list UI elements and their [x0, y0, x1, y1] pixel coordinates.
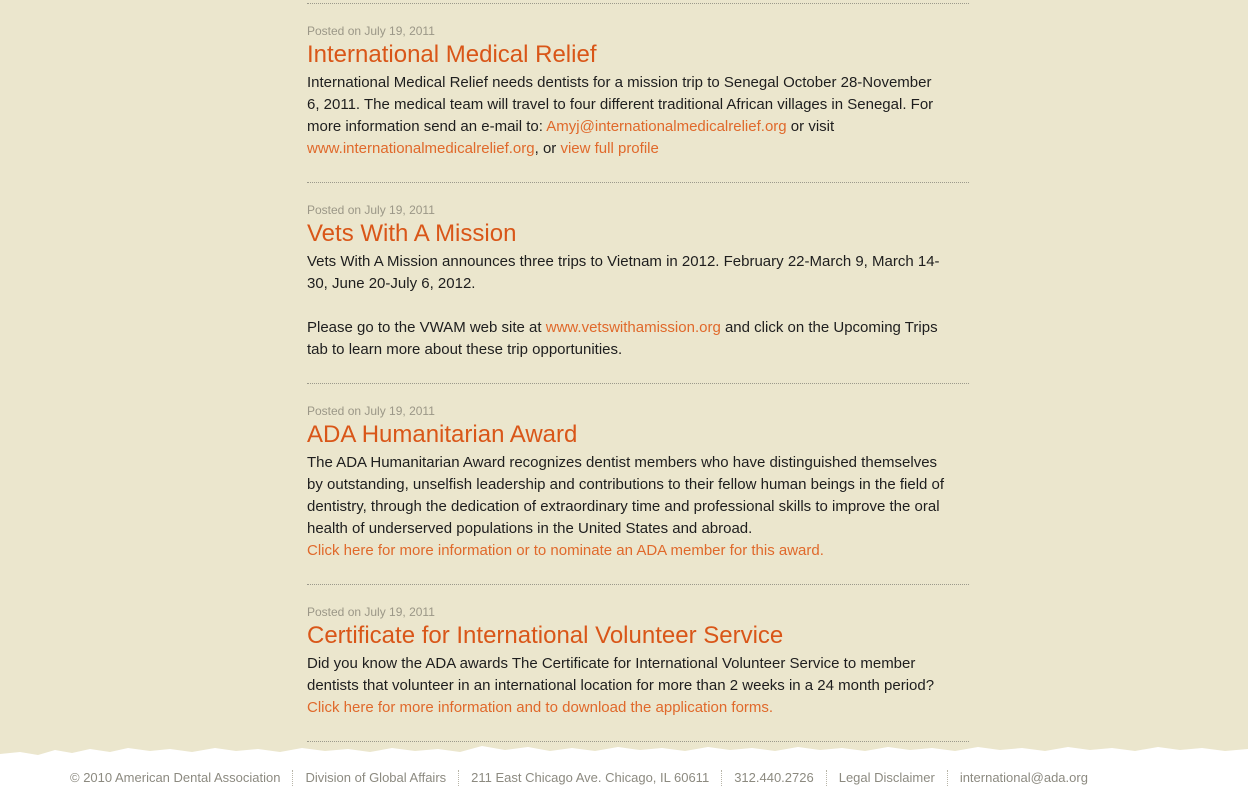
body-text: Please go to the VWAM web site at: [307, 319, 546, 336]
footer-legal-disclaimer-link[interactable]: Legal Disclaimer: [826, 770, 947, 786]
email-link[interactable]: Amyj@internationalmedicalrelief.org: [546, 118, 787, 135]
post-title[interactable]: Certificate for International Volunteer Service: [307, 622, 784, 649]
body-paragraph: Vets With A Mission announces three trips to Vietnam in 2012. February 22-March 9, March 14-30, June 20-July 6, 2012.: [307, 253, 940, 292]
post-body: [307, 452, 947, 562]
post-body: [307, 72, 947, 160]
post-title[interactable]: ADA Humanitarian Award: [307, 421, 578, 448]
post-title[interactable]: International Medical Relief: [307, 41, 597, 68]
footer-email-link[interactable]: international@ada.org: [947, 770, 1100, 786]
post-date: Posted on July 19, 2011: [307, 605, 435, 619]
footer-address: 211 East Chicago Ave. Chicago, IL 60611: [458, 770, 721, 786]
body-text: International Medical Relief needs dentists for a mission trip to Senegal October 28-November 6, 2011. The medical team will travel to four different traditional African villages in Senegal. For more information send an e-mail to:: [307, 74, 934, 135]
body-text: The ADA Humanitarian Award recognizes dentist members who have distinguished themselves by outstanding, unselfish leadership and contributions to their fellow human beings in the field of dentistry, through the dedication of extraordinary time and professional skills to improve the oral health of underserved populations in the United States and abroad.: [307, 454, 945, 537]
post-date: Posted on July 19, 2011: [307, 404, 435, 418]
footer-copyright: © 2010 American Dental Association: [70, 770, 281, 785]
news-post: [307, 383, 969, 584]
website-link[interactable]: www.internationalmedicalrelief.org: [307, 140, 535, 157]
news-post: [307, 584, 969, 742]
post-title[interactable]: Vets With A Mission: [307, 220, 517, 247]
body-text: and click on the Upcoming Trips tab to learn more about these trip opportunities.: [307, 319, 938, 358]
post-date: Posted on July 19, 2011: [307, 24, 435, 38]
news-post: [307, 3, 969, 182]
footer-division-link[interactable]: Division of Global Affairs: [292, 770, 458, 786]
nominate-link[interactable]: Click here for more information or to nominate an ADA member for this award.: [307, 542, 824, 559]
post-body: [307, 251, 947, 361]
website-link[interactable]: www.vetswithamission.org: [545, 319, 721, 336]
footer-phone: 312.440.2726: [721, 770, 826, 786]
post-date: Posted on July 19, 2011: [307, 203, 435, 217]
footer-links: [70, 770, 1100, 786]
post-body: [307, 653, 947, 719]
body-text: or visit: [786, 118, 835, 135]
application-forms-link[interactable]: Click here for more information and to download the application forms.: [307, 699, 774, 716]
view-full-profile-link[interactable]: view full profile: [560, 140, 659, 157]
body-text: , or: [534, 140, 561, 157]
news-post: [307, 182, 969, 383]
body-text: Did you know the ADA awards The Certificate for International Volunteer Service to member dentists that volunteer in an international location for more than 2 weeks in a 24 month period?: [307, 655, 935, 694]
footer: [0, 755, 1248, 809]
